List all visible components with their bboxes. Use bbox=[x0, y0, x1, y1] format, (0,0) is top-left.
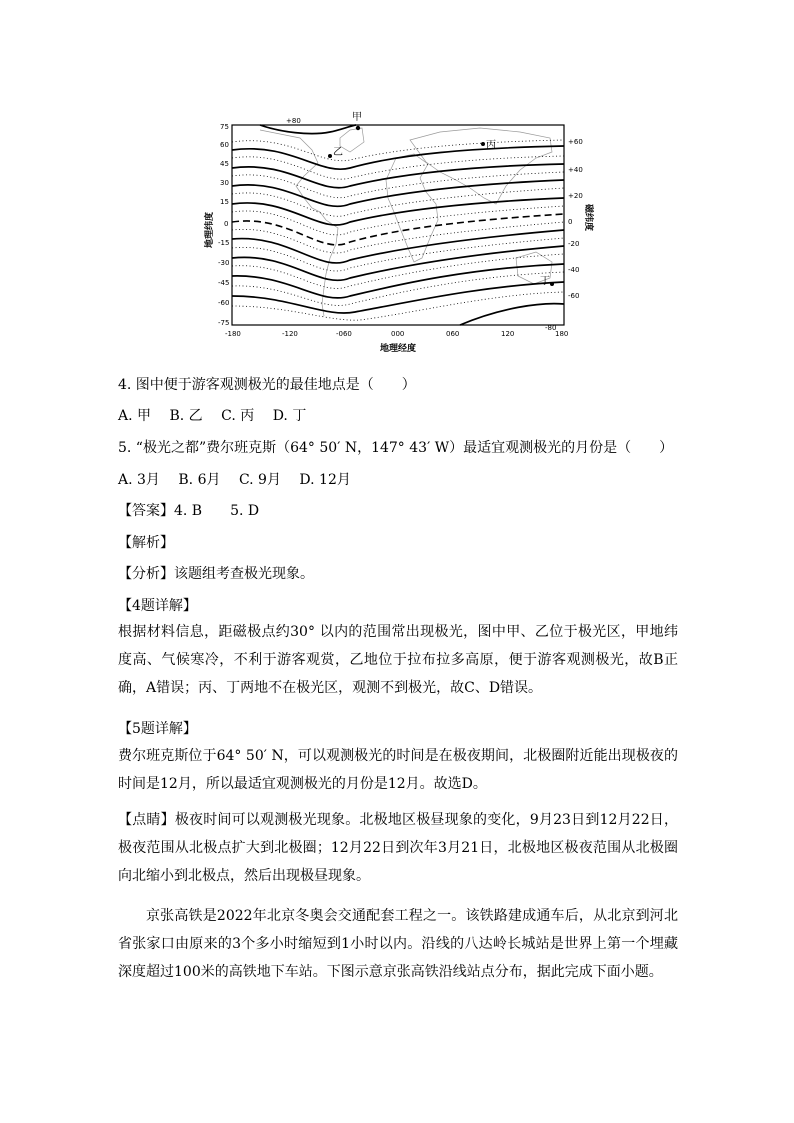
aurora-map-svg bbox=[200, 108, 595, 358]
lat-tick: 0 bbox=[224, 220, 229, 228]
lat-tick: -45 bbox=[218, 279, 230, 287]
fenxi-text: 该题组考查极光现象。 bbox=[174, 566, 314, 582]
point-ding-marker bbox=[550, 282, 554, 286]
lat-tick: -60 bbox=[218, 299, 230, 307]
lon-tick: 120 bbox=[501, 330, 515, 338]
y-axis-right-title: 磁纬度 bbox=[583, 204, 593, 232]
point-jia-label: 甲 bbox=[352, 112, 362, 123]
q5-option-c[interactable]: C. 9月 bbox=[238, 472, 281, 488]
lat-tick: 30 bbox=[220, 179, 229, 187]
fenxi-line bbox=[118, 563, 314, 583]
intro-paragraph: 京张高铁是2022年北京冬奥会交通配套工程之一。该铁路建成通车后，从北京到河北省张家口由原来的3个多小时缩短到1小时以内。沿线的八达岭长城站是世界上第一个埋藏深度超过100米的高铁地下车站。下图示意京张高铁沿线站点分布，据此完成下面小题。 bbox=[118, 908, 678, 980]
lon-tick: 000 bbox=[391, 330, 405, 338]
q4-options bbox=[118, 405, 320, 425]
maglat-tick: -40 bbox=[568, 266, 580, 274]
lat-tick: 60 bbox=[220, 141, 229, 149]
maglat-tick: +40 bbox=[568, 166, 583, 174]
maglat-tick: -60 bbox=[568, 292, 580, 300]
q5-options bbox=[118, 469, 365, 489]
q5-option-b[interactable]: B. 6月 bbox=[178, 472, 221, 488]
point-yi-marker bbox=[328, 154, 332, 158]
q4-option-a[interactable]: A. 甲 bbox=[118, 408, 152, 424]
q4-detail-tag: 【4题详解】 bbox=[118, 598, 197, 614]
point-jia-marker bbox=[356, 126, 360, 130]
q5-option-a[interactable]: A. 3月 bbox=[118, 472, 160, 488]
q4-stem: 4. 图中便于游客观测极光的最佳地点是（ ） bbox=[118, 377, 416, 393]
lon-tick: -060 bbox=[336, 330, 352, 338]
q5-stem: 5. “极光之都”费尔班克斯（64° 50′ N，147° 43′ W）最适宜观测极光的月份是（ ） bbox=[118, 440, 674, 456]
lat-tick: -75 bbox=[218, 319, 230, 327]
map-frame bbox=[232, 125, 564, 325]
maglat-tick: -80 bbox=[545, 324, 557, 332]
maglat-tick: -20 bbox=[568, 240, 580, 248]
point-ding-label: 丁 bbox=[540, 276, 550, 287]
y-axis-left-title: 地理纬度 bbox=[205, 211, 215, 248]
lon-tick: -180 bbox=[225, 330, 241, 338]
dianjing-tag: 【点睛】 bbox=[118, 812, 175, 828]
answer-tag: 【答案】 bbox=[118, 503, 174, 519]
maglat-top-tick: +80 bbox=[286, 117, 301, 125]
q5-detail-text: 费尔班克斯位于64° 50′ N，可以观测极光的时间是在极夜期间，北极圈附近能出现极夜的时间是12月，所以最适宜观测极光的月份是12月。故选D。 bbox=[118, 748, 678, 792]
answer-text: 4. B 5. D bbox=[174, 503, 260, 519]
dianjing-block bbox=[118, 806, 678, 890]
q4-option-d[interactable]: D. 丁 bbox=[272, 408, 307, 424]
lon-tick: 060 bbox=[446, 330, 460, 338]
lat-tick: 45 bbox=[220, 160, 229, 168]
lon-tick: 180 bbox=[555, 330, 569, 338]
answer-line bbox=[118, 500, 259, 520]
point-yi-label: 乙 bbox=[333, 147, 343, 158]
q5-detail-tag: 【5题详解】 bbox=[118, 721, 197, 737]
point-bing-marker bbox=[481, 142, 485, 146]
maglat-tick: +20 bbox=[568, 192, 583, 200]
lat-tick: 15 bbox=[220, 198, 229, 206]
aurora-map-figure bbox=[200, 108, 595, 358]
lat-tick: -30 bbox=[218, 259, 230, 267]
analysis-tag: 【解析】 bbox=[118, 535, 174, 551]
lon-tick: -120 bbox=[282, 330, 298, 338]
fenxi-tag: 【分析】 bbox=[118, 566, 174, 582]
maglat-tick: +60 bbox=[568, 138, 583, 146]
q4-option-c[interactable]: C. 丙 bbox=[221, 408, 255, 424]
dianjing-text: 极夜时间可以观测极光现象。北极地区极昼现象的变化，9月23日到12月22日，极夜范围从北极点扩大到北极圈；12月22日到次年3月21日，北极地区极夜范围从北极圈向北缩小到北极点，然后出现极昼现象。 bbox=[118, 812, 678, 884]
lat-tick: 75 bbox=[220, 123, 229, 131]
q5-option-d[interactable]: D. 12月 bbox=[299, 472, 351, 488]
lat-tick: -15 bbox=[218, 239, 230, 247]
point-bing-label: 丙 bbox=[486, 140, 496, 151]
q4-option-b[interactable]: B. 乙 bbox=[169, 408, 203, 424]
q4-detail-text: 根据材料信息，距磁极点约30° 以内的范围常出现极光，图中甲、乙位于极光区，甲地纬度高、气候寒冷，不利于游客观赏，乙地位于拉布拉多高原，便于游客观测极光，故B正确，A错误；丙、丁两地不在极光区，观测不到极光，故C、D错误。 bbox=[118, 624, 678, 696]
x-axis-title: 地理经度 bbox=[380, 344, 417, 354]
maglat-tick: 0 bbox=[568, 218, 573, 226]
